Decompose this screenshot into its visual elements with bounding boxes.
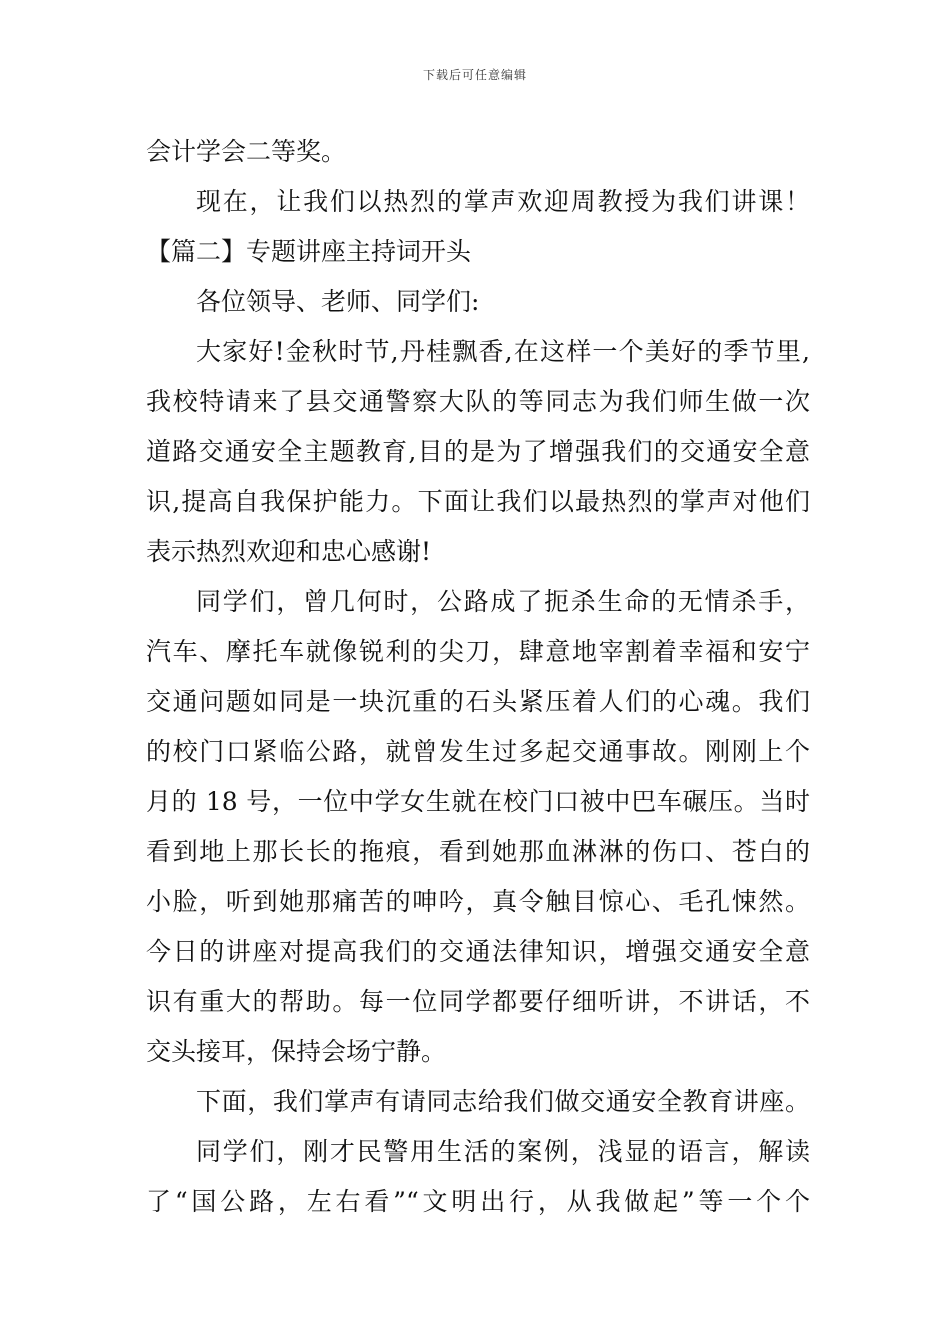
text-line: 各位领导、老师、同学们: bbox=[196, 287, 480, 316]
text-line: 交头接耳，保持会场宁静。 bbox=[146, 1037, 447, 1066]
text-line: 交通问题如同是一块沉重的石头紧压着人们的心魂。我们 bbox=[146, 687, 810, 716]
text-line: 识有重大的帮助。每一位同学都要仔细听讲，不讲话，不 bbox=[146, 987, 810, 1016]
text-line: 月的 18 号，一位中学女生就在校门口被中巴车碾压。当时 bbox=[146, 787, 810, 816]
text-line: 道路交通安全主题教育,目的是为了增强我们的交通安全意 bbox=[146, 437, 810, 466]
text-line: 同学们，曾几何时，公路成了扼杀生命的无情杀手， bbox=[196, 587, 810, 616]
text-line: 表示热烈欢迎和忠心感谢! bbox=[146, 537, 432, 566]
text-line: 看到地上那长长的拖痕，看到她那血淋淋的伤口、苍白的 bbox=[146, 837, 810, 866]
text-line: 现在，让我们以热烈的掌声欢迎周教授为我们讲课！ bbox=[196, 187, 810, 216]
text-line: 会计学会二等奖。 bbox=[146, 137, 347, 166]
text-line: 汽车、摩托车就像锐利的尖刀，肆意地宰割着幸福和安宁 bbox=[146, 637, 810, 666]
text-line: 我校特请来了县交通警察大队的等同志为我们师生做一次 bbox=[146, 387, 810, 416]
text-line: 的校门口紧临公路，就曾发生过多起交通事故。刚刚上个 bbox=[146, 737, 810, 766]
page-header-note: 下载后可任意编辑 bbox=[422, 68, 527, 82]
text-line: 了“国公路，左右看”“文明出行，从我做起”等一个个 bbox=[146, 1187, 810, 1216]
text-line: 识,提高自我保护能力。下面让我们以最热烈的掌声对他们 bbox=[146, 487, 810, 516]
text-line: 今日的讲座对提高我们的交通法律知识，增强交通安全意 bbox=[146, 937, 810, 966]
text-line: 大家好!金秋时节,丹桂飘香,在这样一个美好的季节里, bbox=[196, 337, 810, 366]
text-line: 下面，我们掌声有请同志给我们做交通安全教育讲座。 bbox=[196, 1087, 810, 1116]
text-line: 同学们，刚才民警用生活的案例，浅显的语言，解读 bbox=[196, 1137, 810, 1166]
document-body bbox=[146, 127, 810, 1227]
section-heading: 【篇二】专题讲座主持词开头 bbox=[146, 237, 472, 266]
text-line: 小脸，听到她那痛苦的呻吟，真令触目惊心、毛孔悚然。 bbox=[146, 887, 810, 916]
